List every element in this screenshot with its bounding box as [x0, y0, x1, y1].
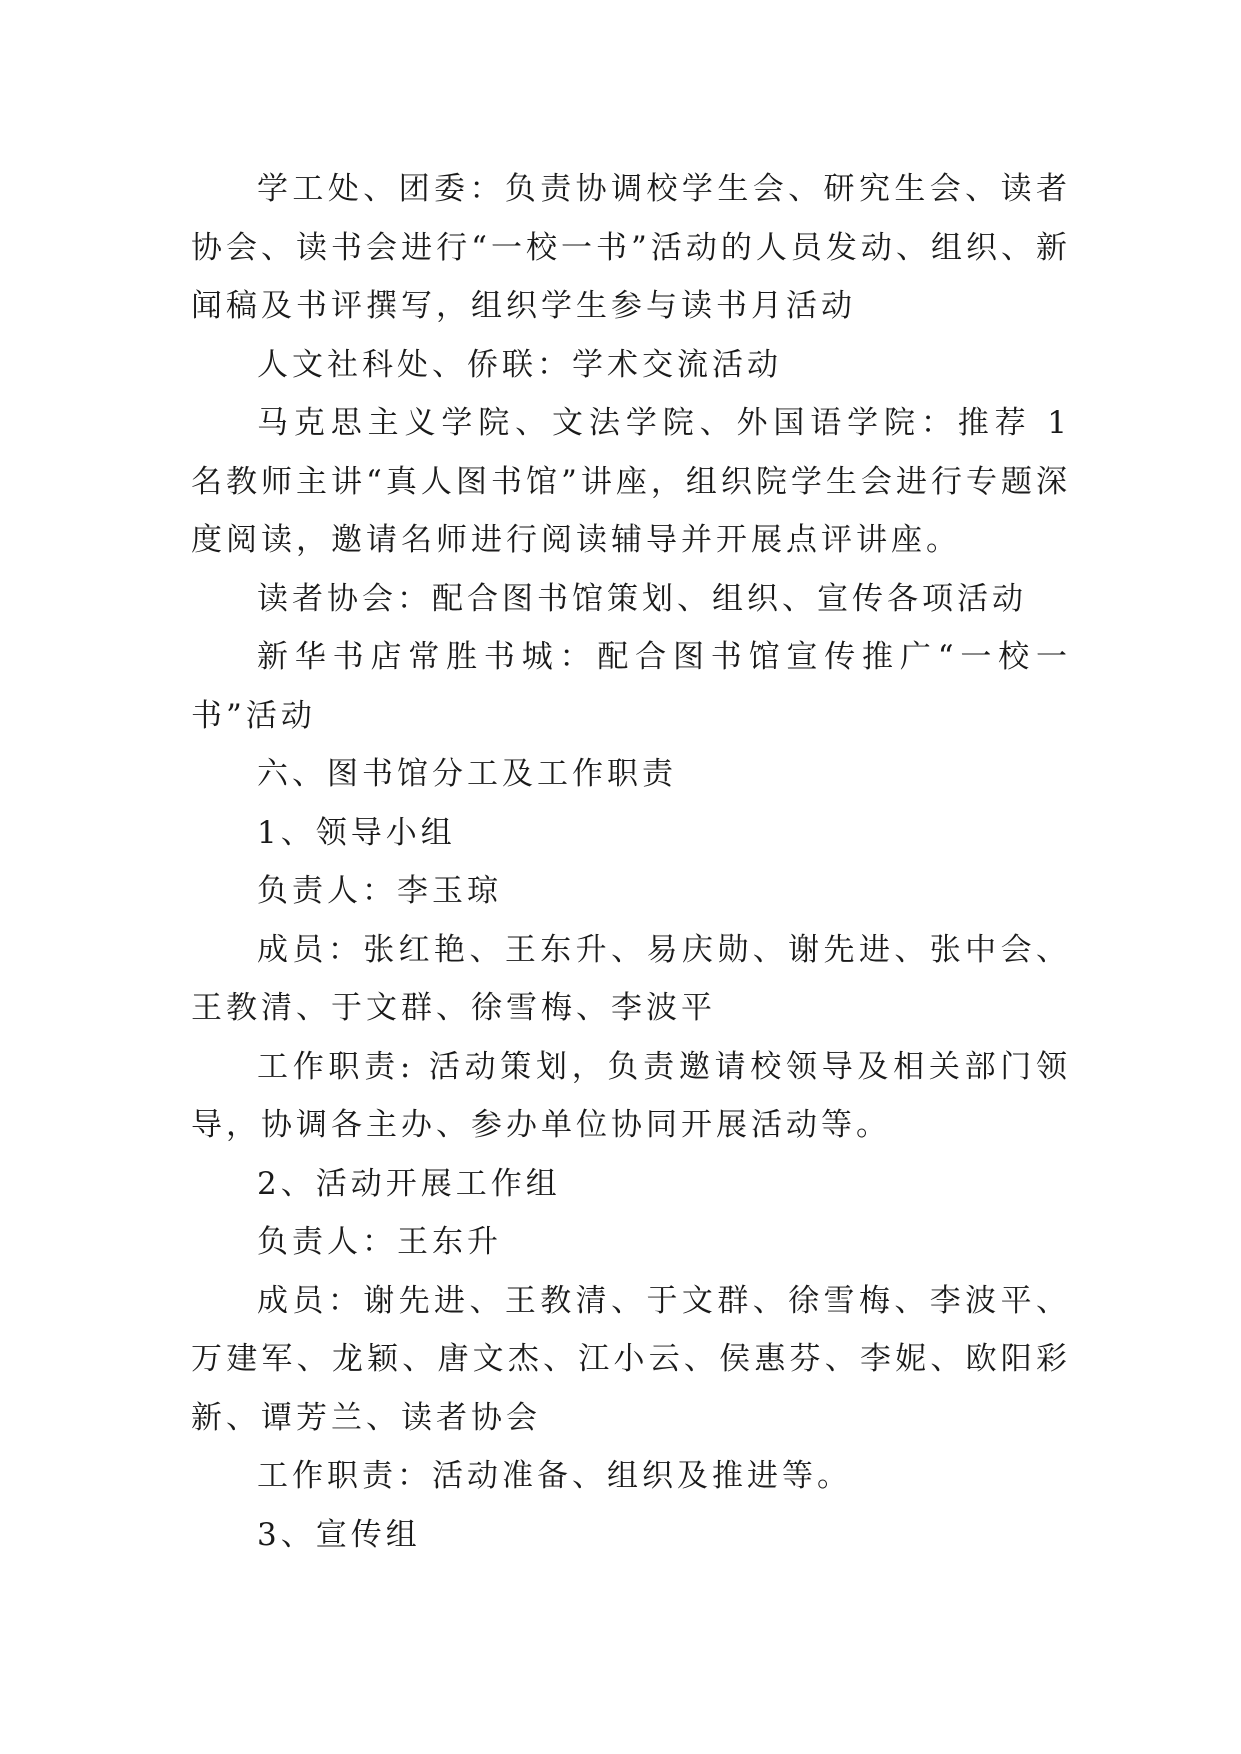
subheading-publicity-group: 3、宣传组	[257, 1516, 421, 1553]
activity-group-members: 成员：谢先进、王教清、于文群、徐雪梅、李波平、万建军、龙颖、唐文杰、江小云、侯惠芬、李妮、欧阳彩新、谭芳兰、读者协会	[191, 1282, 1071, 1436]
paragraph-xinhua-bookstore: 新华书店常胜书城：配合图书馆宣传推广“一校一书”活动	[191, 639, 1071, 734]
activity-group-leader: 负责人：王东升	[257, 1224, 502, 1260]
paragraph-student-affairs: 学工处、团委：负责协调校学生会、研究生会、读者协会、读书会进行“一校一书”活动的人员发动、组织、新闻稿及书评撰写，组织学生参与读书月活动	[191, 171, 1071, 324]
leadership-group-leader: 负责人：李玉琼	[257, 873, 502, 909]
subheading-leadership-group: 1、领导小组	[257, 814, 456, 851]
paragraph-readers-association: 读者协会：配合图书馆策划、组织、宣传各项活动	[257, 580, 1027, 617]
leadership-group-duties: 工作职责: 活动策划，负责邀请校领导及相关部门领导，协调各主办、参办单位协同开展活动等。	[191, 1048, 1071, 1143]
paragraph-colleges: 马克思主义学院、文法学院、外国语学院：推荐 1 名教师主讲“真人图书馆”讲座，组织院学生会进行专题深度阅读，邀请名师进行阅读辅导并开展点评讲座。	[191, 405, 1071, 558]
document-body	[191, 160, 1071, 1564]
leadership-group-members: 成员：张红艳、王东升、易庆勋、谢先进、张中会、王教清、于文群、徐雪梅、李波平	[191, 931, 1071, 1026]
activity-group-duties: 工作职责：活动准备、组织及推进等。	[257, 1458, 852, 1494]
subheading-activity-group: 2、活动开展工作组	[257, 1165, 561, 1202]
section-heading-library-division: 六、图书馆分工及工作职责	[257, 756, 677, 792]
paragraph-humanities-office: 人文社科处、侨联：学术交流活动	[257, 346, 782, 383]
